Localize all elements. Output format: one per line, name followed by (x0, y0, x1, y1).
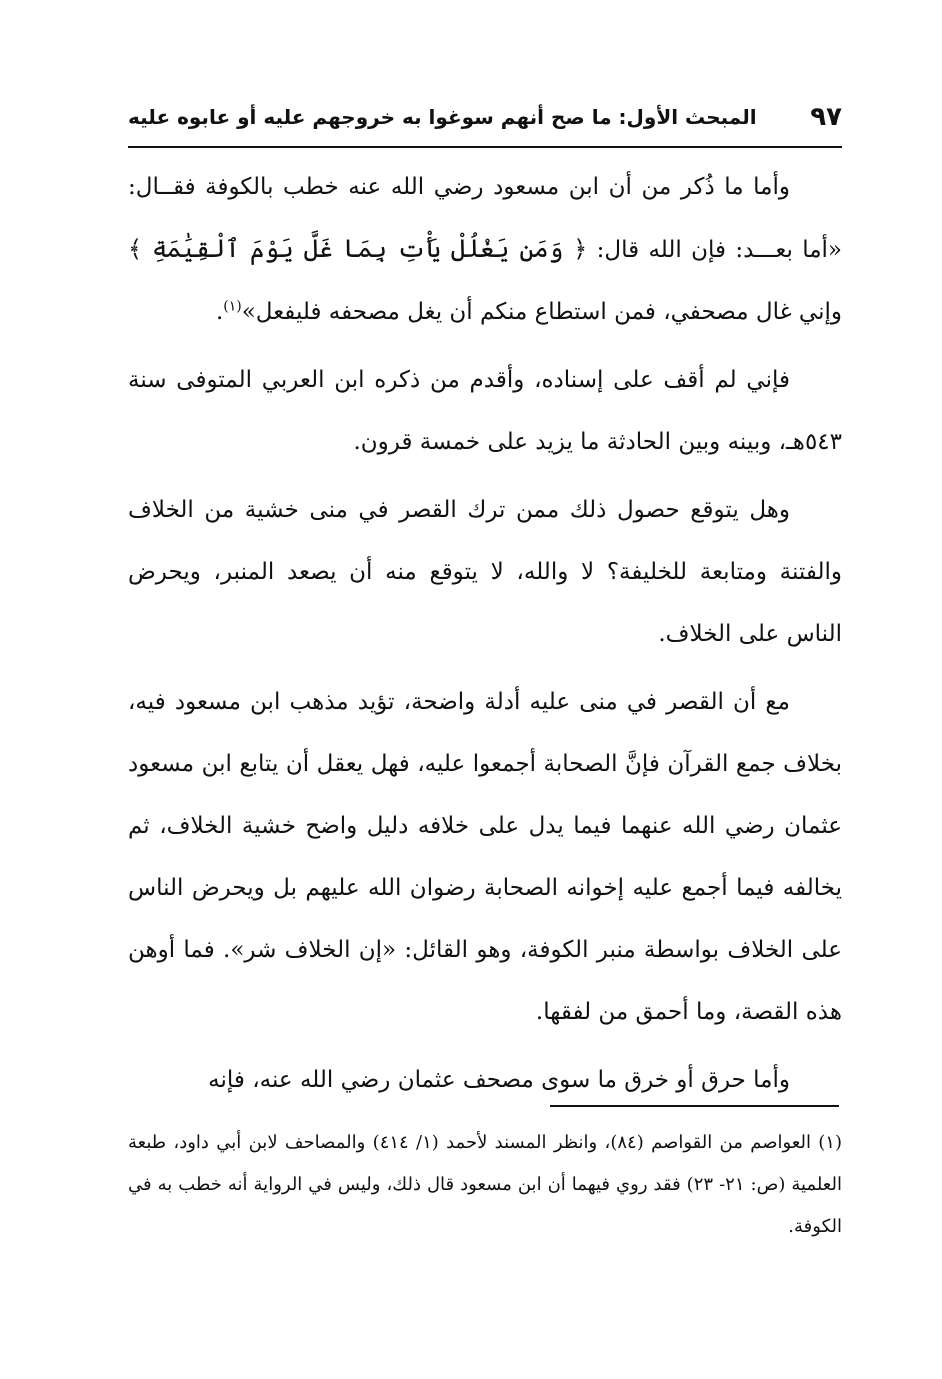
page-number: ٩٧ (810, 102, 842, 132)
running-title: المبحث الأول: ما صح أنهم سوغوا به خروجهم عليه أو عابوه عليه (128, 105, 757, 129)
footnote-reference: (١) (223, 298, 242, 315)
main-text (128, 156, 842, 1111)
paragraph-1 (128, 156, 842, 343)
footnote-separator (550, 1105, 839, 1107)
quran-open-bracket: ﴿ (573, 235, 588, 263)
quran-close-bracket: ﴾ (128, 235, 143, 263)
footnote-1: (١) العواصم من القواصم (٨٤)، وانظر المسند لأحمد (١/ ٤١٤) والمصاحف لابن أبي داود، طبعة العلمية (ص: ٢١- ٢٣) فقد روي فيهما أن ابن مسعود قال ذلك، وليس في الرواية أنه خطب به في الكوفة. (128, 1132, 842, 1237)
paragraph-2: فإني لم أقف على إسناده، وأقدم من ذكره ابن العربي المتوفى سنة ٥٤٣هـ، وبينه وبين الحادثة ما يزيد على خمسة قرون. (128, 367, 842, 455)
paragraph-1-continuation: وإني غال مصحفي، فمن استطاع منكم أن يغل مصحفه فليفعل» (241, 299, 842, 325)
page-header (128, 96, 842, 148)
quran-verse: وَمَن يَغْلُلْ يَأْتِ بِمَا غَلَّ يَوْمَ ٱلْقِيَٰمَةِ (142, 234, 574, 263)
footnotes (128, 1122, 842, 1248)
paragraph-1-intro: وأما ما ذُكر من أن ابن مسعود رضي الله عنه خطب بالكوفة فقــال: «أما بعـــد: فإن الله قال: (128, 174, 842, 263)
paragraph-1-end: . (215, 299, 224, 325)
paragraph-3: وهل يتوقع حصول ذلك ممن ترك القصر في منى خشية من الخلاف والفتنة ومتابعة للخليفة؟ لا والله، لا يتوقع منه أن يصعد المنبر، ويحرض الناس على الخلاف. (128, 497, 842, 647)
book-page (128, 96, 842, 1111)
paragraph-4: مع أن القصر في منى عليه أدلة واضحة، تؤيد مذهب ابن مسعود فيه، بخلاف جمع القرآن فإنَّ الصحابة أجمعوا عليه، فهل يعقل أن يتابع ابن مسعود عثمان رضي الله عنهما فيما يدل على خلافه دليل واضح خشية الخلاف، ثم يخالفه فيما أجمع عليه إخوانه الصحابة رضوان الله عليهم بل ويحرض الناس على الخلاف بواسطة منبر الكوفة، وهو القائل: «إن الخلاف شر». فما أوهن هذه القصة، وما أحمق من لفقها. (128, 689, 842, 1025)
paragraph-5: وأما حرق أو خرق ما سوى مصحف عثمان رضي الله عنه، فإنه (208, 1067, 790, 1093)
